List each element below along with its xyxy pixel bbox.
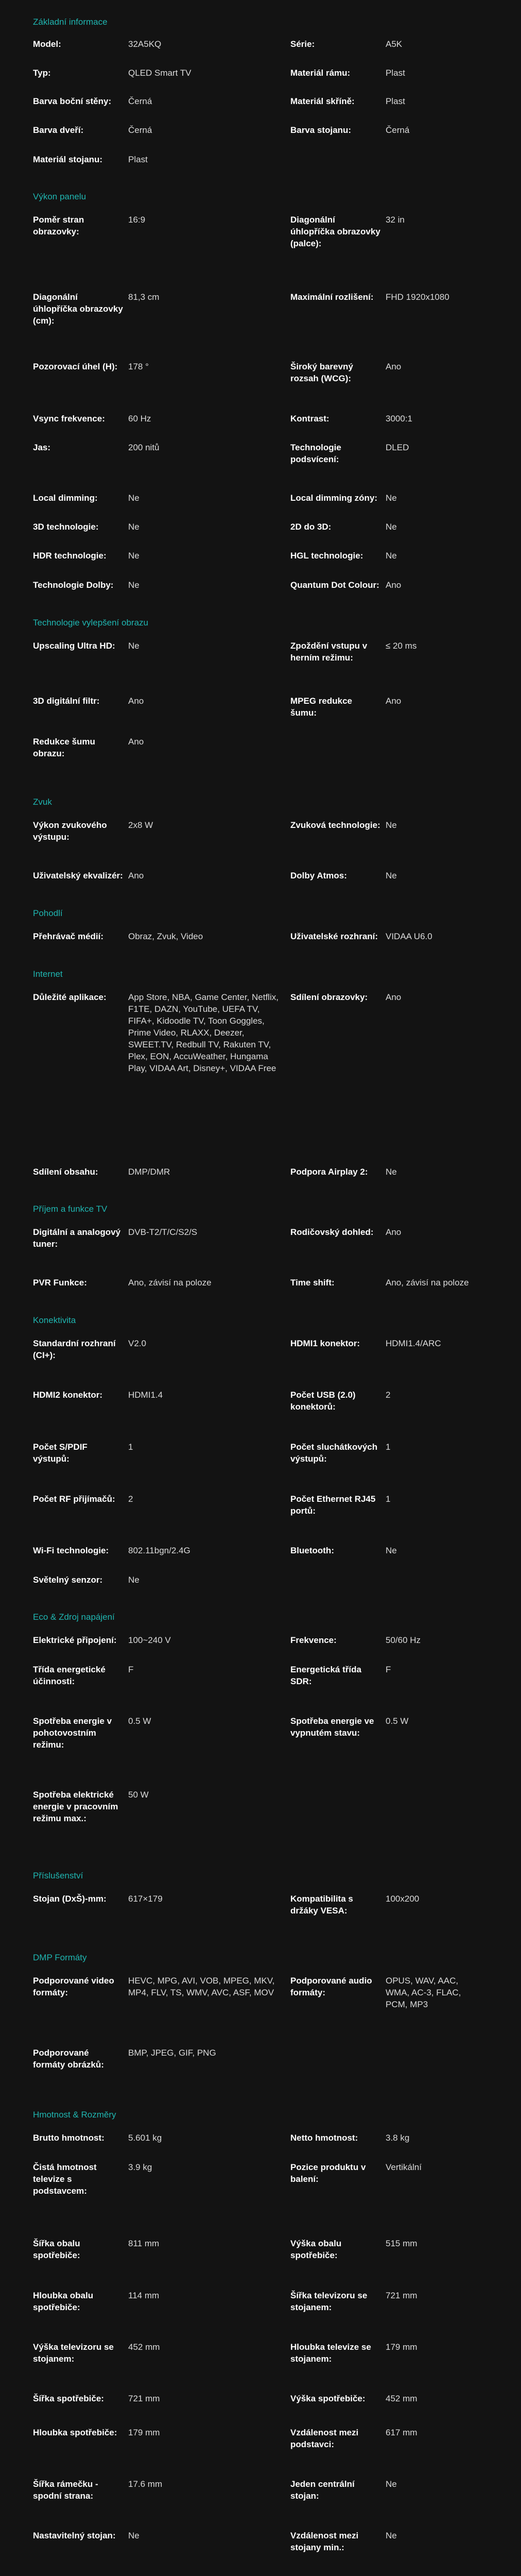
spec-value: Ne	[386, 1167, 397, 1177]
spec-label: Spotřeba energie ve vypnutém stavu:	[290, 1716, 374, 1738]
section-title: Hmotnost & Rozměry	[33, 2110, 116, 2120]
spec-label: Podpora Airplay 2:	[290, 1167, 368, 1177]
spec-label: Přehrávač médií:	[33, 931, 104, 941]
spec-row	[33, 214, 488, 249]
spec-value: 617 mm	[386, 2428, 418, 2437]
spec-row	[33, 870, 488, 882]
spec-label: Nastavitelný stojan:	[33, 2531, 116, 2540]
spec-value: 179 mm	[386, 2342, 418, 2352]
spec-row	[33, 1277, 488, 1289]
spec-label: Šířka rámečku - spodní strana:	[33, 2479, 98, 2501]
spec-row	[33, 2290, 488, 2313]
spec-value: DLED	[386, 443, 409, 452]
spec-row	[33, 2393, 488, 2404]
spec-label: Čistá hmotnost televize s podstavcem:	[33, 2162, 97, 2196]
spec-value: FHD 1920x1080	[386, 292, 449, 302]
spec-label: Šířka televizoru se stojanem:	[290, 2291, 368, 2312]
spec-value: HEVC, MPG, AVI, VOB, MPEG, MKV, MP4, FLV, TS, WMV, AVC, ASF, MOV	[128, 1976, 275, 1997]
spec-label: Podporované audio formáty:	[290, 1976, 372, 1997]
product-specifications	[0, 15, 521, 2576]
spec-row	[33, 1634, 488, 1646]
spec-value: 100x200	[386, 1894, 420, 1904]
spec-label: Počet Ethernet RJ45 portů:	[290, 1494, 376, 1516]
spec-label: Spotřeba energie v pohotovostním režimu:	[33, 1716, 112, 1750]
spec-row	[33, 1715, 488, 1751]
spec-value: Ano	[128, 696, 144, 706]
spec-label: Výška spotřebiče:	[290, 2394, 366, 2403]
spec-row	[33, 521, 488, 533]
spec-row	[33, 1166, 488, 1178]
spec-value: 0.5 W	[386, 1716, 409, 1726]
spec-row	[33, 1441, 488, 1465]
spec-row	[33, 736, 488, 759]
spec-label: Pozorovací úhel (H):	[33, 362, 118, 371]
spec-label: HDMI1 konektor:	[290, 1338, 360, 1348]
spec-value: HDMI1.4/ARC	[386, 1338, 441, 1348]
spec-label: Barva boční stěny:	[33, 96, 112, 106]
spec-label: Počet S/PDIF výstupů:	[33, 1442, 88, 1464]
spec-value: 0.5 W	[128, 1716, 151, 1726]
spec-value: Ne	[128, 641, 140, 651]
spec-label: Rodičovský dohled:	[290, 1227, 374, 1237]
spec-value: DVB-T2/T/C/S2/S	[128, 1227, 198, 1237]
spec-value: 617×179	[128, 1894, 163, 1904]
spec-value: Ne	[128, 522, 140, 532]
spec-value: Ano, závisí na poloze	[386, 1278, 469, 1287]
spec-row	[33, 2478, 488, 2502]
spec-value: V2.0	[128, 1338, 146, 1348]
section-title: Technologie vylepšení obrazu	[33, 618, 148, 628]
section-title: Zvuk	[33, 797, 52, 807]
spec-value: Černá	[128, 125, 152, 135]
spec-value: 3.9 kg	[128, 2162, 152, 2172]
spec-value: Ano	[386, 992, 402, 1002]
spec-value: 200 nitů	[128, 443, 160, 452]
section-title: Eco & Zdroj napájení	[33, 1612, 115, 1622]
spec-label: Local dimming zóny:	[290, 493, 378, 503]
spec-value: 721 mm	[386, 2291, 418, 2300]
spec-value: App Store, NBA, Game Center, Netflix, F1TE, DAZN, YouTube, UEFA TV, FIFA+, Kidoodle TV, Toon Goggles, Prime Video, RLAXX, Deezer, SWEET.TV, Redbull TV, Rakuten TV, Plex, EON, AccuWeather, Hungama Play, VIDAA Art, Disney+, VIDAA Free	[128, 992, 279, 1073]
spec-value: 1	[128, 1442, 133, 1452]
spec-row	[33, 2238, 488, 2261]
spec-label: Zvuková technologie:	[290, 820, 380, 830]
spec-row	[33, 1975, 488, 2010]
spec-value: Ne	[128, 1575, 140, 1585]
spec-row	[33, 1226, 488, 1250]
spec-label: Jeden centrální stojan:	[290, 2479, 355, 2501]
spec-value: 1	[386, 1494, 391, 1504]
spec-value: 2	[128, 1494, 133, 1504]
spec-value: Obraz, Zvuk, Video	[128, 931, 203, 941]
spec-label: 2D do 3D:	[290, 522, 332, 532]
spec-row	[33, 930, 488, 942]
spec-value: 81,3 cm	[128, 292, 160, 302]
spec-label: Elektrické připojení:	[33, 1635, 117, 1645]
section-title: DMP Formáty	[33, 1953, 87, 1962]
spec-label: Dolby Atmos:	[290, 871, 347, 880]
spec-row	[33, 1493, 488, 1517]
spec-label: PVR Funkce:	[33, 1278, 87, 1287]
spec-label: Brutto hmotnost:	[33, 2133, 105, 2143]
spec-label: Vzdálenost mezi podstavci:	[290, 2428, 359, 2449]
spec-value: QLED Smart TV	[128, 68, 192, 78]
spec-value: Ano	[386, 580, 402, 590]
spec-label: Digitální a analogový tuner:	[33, 1227, 121, 1249]
spec-value: 16:9	[128, 215, 146, 225]
spec-value: 515 mm	[386, 2239, 418, 2248]
spec-label: Hloubka televize se stojanem:	[290, 2342, 371, 2364]
spec-label: 3D technologie:	[33, 522, 99, 532]
spec-row	[33, 361, 488, 384]
spec-value: Ano, závisí na poloze	[128, 1278, 212, 1287]
spec-label: Spotřeba elektrické energie v pracovním režimu max.:	[33, 1790, 118, 1823]
spec-label: Šířka obalu spotřebiče:	[33, 2239, 80, 2260]
spec-value: Plast	[128, 155, 148, 164]
spec-label: Wi-Fi technologie:	[33, 1546, 109, 1555]
spec-label: Světelný senzor:	[33, 1575, 103, 1585]
spec-row	[33, 38, 488, 50]
spec-row	[33, 2161, 488, 2197]
spec-label: Frekvence:	[290, 1635, 337, 1645]
spec-label: Materiál skříně:	[290, 96, 355, 106]
spec-value: Ne	[386, 551, 397, 561]
spec-row	[33, 2427, 488, 2450]
spec-label: Technologie podsvícení:	[290, 443, 341, 464]
spec-row	[33, 442, 488, 465]
section-title: Výkon panelu	[33, 192, 86, 201]
spec-value: 50/60 Hz	[386, 1635, 421, 1645]
spec-label: Kontrast:	[290, 414, 329, 423]
spec-value: DMP/DMR	[128, 1167, 170, 1177]
spec-label: Quantum Dot Colour:	[290, 580, 379, 590]
spec-label: Hloubka spotřebiče:	[33, 2428, 117, 2437]
spec-value: Ne	[386, 2479, 397, 2489]
spec-label: Technologie Dolby:	[33, 580, 114, 590]
spec-label: Barva stojanu:	[290, 125, 352, 135]
spec-value: HDMI1.4	[128, 1390, 163, 1400]
spec-row	[33, 2341, 488, 2365]
spec-label: Počet RF přijímačů:	[33, 1494, 115, 1504]
spec-value: 811 mm	[128, 2239, 160, 2248]
spec-label: Sdílení obsahu:	[33, 1167, 98, 1177]
spec-row	[33, 154, 488, 165]
spec-label: Kompatibilita s držáky VESA:	[290, 1894, 353, 1916]
spec-row	[33, 413, 488, 425]
spec-value: F	[128, 1665, 134, 1674]
spec-row	[33, 2047, 488, 2071]
spec-row	[33, 2132, 488, 2144]
spec-label: Materiál rámu:	[290, 68, 351, 78]
spec-label: Výkon zvukového výstupu:	[33, 820, 107, 842]
spec-label: Time shift:	[290, 1278, 335, 1287]
spec-row	[33, 95, 488, 107]
spec-value: 32A5KQ	[128, 39, 162, 49]
spec-value: 3.8 kg	[386, 2133, 410, 2143]
spec-value: Černá	[386, 125, 410, 135]
spec-label: Maximální rozlišení:	[290, 292, 374, 302]
spec-label: Stojan (DxŠ)-mm:	[33, 1894, 107, 1904]
spec-value: Vertikální	[386, 2162, 422, 2172]
spec-label: Podporované video formáty:	[33, 1976, 114, 1997]
spec-label: Barva dveří:	[33, 125, 84, 135]
spec-label: Zpoždění vstupu v herním režimu:	[290, 641, 368, 663]
spec-value: 114 mm	[128, 2291, 160, 2300]
spec-value: Ne	[386, 871, 397, 880]
spec-row	[33, 492, 488, 504]
spec-label: Uživatelský ekvalizér:	[33, 871, 123, 880]
spec-value: Plast	[386, 96, 405, 106]
spec-label: Bluetooth:	[290, 1546, 334, 1555]
spec-value: Ne	[386, 522, 397, 532]
spec-label: Standardní rozhraní (CI+):	[33, 1338, 116, 1360]
spec-row	[33, 1574, 488, 1586]
spec-label: HDMI2 konektor:	[33, 1390, 103, 1400]
spec-row	[33, 1789, 488, 1824]
spec-label: Třída energetické účinnosti:	[33, 1665, 106, 1686]
spec-label: Hloubka obalu spotřebiče:	[33, 2291, 94, 2312]
spec-value: 2x8 W	[128, 820, 153, 830]
spec-value: VIDAA U6.0	[386, 931, 432, 941]
spec-value: 50 W	[128, 1790, 149, 1800]
spec-label: Výška televizoru se stojanem:	[33, 2342, 114, 2364]
spec-label: Upscaling Ultra HD:	[33, 641, 115, 651]
spec-label: Počet sluchátkových výstupů:	[290, 1442, 378, 1464]
spec-value: OPUS, WAV, AAC, WMA, AC-3, FLAC, PCM, MP3	[386, 1976, 461, 2009]
spec-label: Důležité aplikace:	[33, 992, 107, 1002]
spec-label: Výška obalu spotřebiče:	[290, 2239, 342, 2260]
spec-value: Ano	[386, 1227, 402, 1237]
spec-label: Sdílení obrazovky:	[290, 992, 368, 1002]
spec-value: Ne	[128, 580, 140, 590]
spec-label: HGL technologie:	[290, 551, 363, 561]
spec-value: A5K	[386, 39, 403, 49]
spec-value: 179 mm	[128, 2428, 160, 2437]
spec-row	[33, 291, 488, 327]
spec-label: Počet USB (2.0) konektorů:	[290, 1390, 356, 1412]
spec-label: Energetická třída SDR:	[290, 1665, 361, 1686]
spec-row	[33, 819, 488, 843]
spec-label: Série:	[290, 39, 315, 49]
spec-value: 100~240 V	[128, 1635, 171, 1645]
spec-value: 721 mm	[128, 2394, 160, 2403]
spec-label: Local dimming:	[33, 493, 98, 503]
spec-value: 32 in	[386, 215, 405, 225]
spec-row	[33, 550, 488, 562]
spec-label: Model:	[33, 39, 61, 49]
spec-value: Ano	[386, 362, 402, 371]
spec-value: Ne	[128, 493, 140, 503]
spec-label: Redukce šumu obrazu:	[33, 737, 95, 758]
spec-value: F	[386, 1665, 391, 1674]
section-title: Příjem a funkce TV	[33, 1204, 108, 1214]
spec-value: 17.6 mm	[128, 2479, 163, 2489]
spec-row	[33, 991, 488, 1074]
spec-value: 5.601 kg	[128, 2133, 162, 2143]
spec-value: 2	[386, 1390, 391, 1400]
spec-row	[33, 695, 488, 719]
spec-label: Uživatelské rozhraní:	[290, 931, 378, 941]
spec-value: 452 mm	[386, 2394, 418, 2403]
spec-value: Ano	[128, 737, 144, 747]
spec-row	[33, 2530, 488, 2553]
spec-row	[33, 1337, 488, 1361]
spec-label: MPEG redukce šumu:	[290, 696, 352, 718]
spec-label: Materiál stojanu:	[33, 155, 103, 164]
spec-value: Ne	[386, 493, 397, 503]
section-title: Pohodlí	[33, 908, 63, 918]
spec-value: Ne	[386, 1546, 397, 1555]
spec-value: 178 °	[128, 362, 149, 371]
spec-label: Vsync frekvence:	[33, 414, 105, 423]
spec-label: Vzdálenost mezi stojany min.:	[290, 2531, 359, 2552]
spec-label: Pozice produktu v balení:	[290, 2162, 366, 2184]
spec-row	[33, 1545, 488, 1556]
spec-label: Šířka spotřebiče:	[33, 2394, 104, 2403]
spec-label: Diagonální úhlopříčka obrazovky (cm):	[33, 292, 123, 326]
spec-label: Netto hmotnost:	[290, 2133, 358, 2143]
spec-row	[33, 67, 488, 79]
spec-value: Ne	[386, 820, 397, 830]
spec-value: BMP, JPEG, GIF, PNG	[128, 2048, 216, 2058]
spec-value: 60 Hz	[128, 414, 151, 423]
spec-row	[33, 1664, 488, 1687]
section-title: Základní informace	[33, 17, 108, 27]
spec-row	[33, 1893, 488, 1917]
spec-value: 452 mm	[128, 2342, 160, 2352]
spec-value: ≤ 20 ms	[386, 641, 417, 651]
section-title: Internet	[33, 969, 63, 979]
spec-label: Podporované formáty obrázků:	[33, 2048, 104, 2070]
spec-value: Plast	[386, 68, 405, 78]
section-title: Konektivita	[33, 1315, 76, 1325]
spec-row	[33, 579, 488, 591]
spec-value: Ano	[128, 871, 144, 880]
spec-label: Poměr stran obrazovky:	[33, 215, 84, 236]
spec-label: Jas:	[33, 443, 51, 452]
spec-row	[33, 124, 488, 136]
spec-value: 802.11bgn/2.4G	[128, 1546, 190, 1555]
spec-value: Ne	[386, 2531, 397, 2540]
spec-value: Ano	[386, 696, 402, 706]
spec-label: HDR technologie:	[33, 551, 107, 561]
spec-value: Ne	[128, 551, 140, 561]
spec-value: 1	[386, 1442, 391, 1452]
spec-value: Černá	[128, 96, 152, 106]
spec-label: Diagonální úhlopříčka obrazovky (palce):	[290, 215, 380, 248]
spec-label: 3D digitální filtr:	[33, 696, 100, 706]
spec-row	[33, 640, 488, 664]
spec-label: Široký barevný rozsah (WCG):	[290, 362, 353, 383]
spec-value: 3000:1	[386, 414, 412, 423]
spec-label: Typ:	[33, 68, 51, 78]
spec-value: Ne	[128, 2531, 140, 2540]
section-title: Příslušenství	[33, 1871, 83, 1880]
spec-row	[33, 1389, 488, 1413]
